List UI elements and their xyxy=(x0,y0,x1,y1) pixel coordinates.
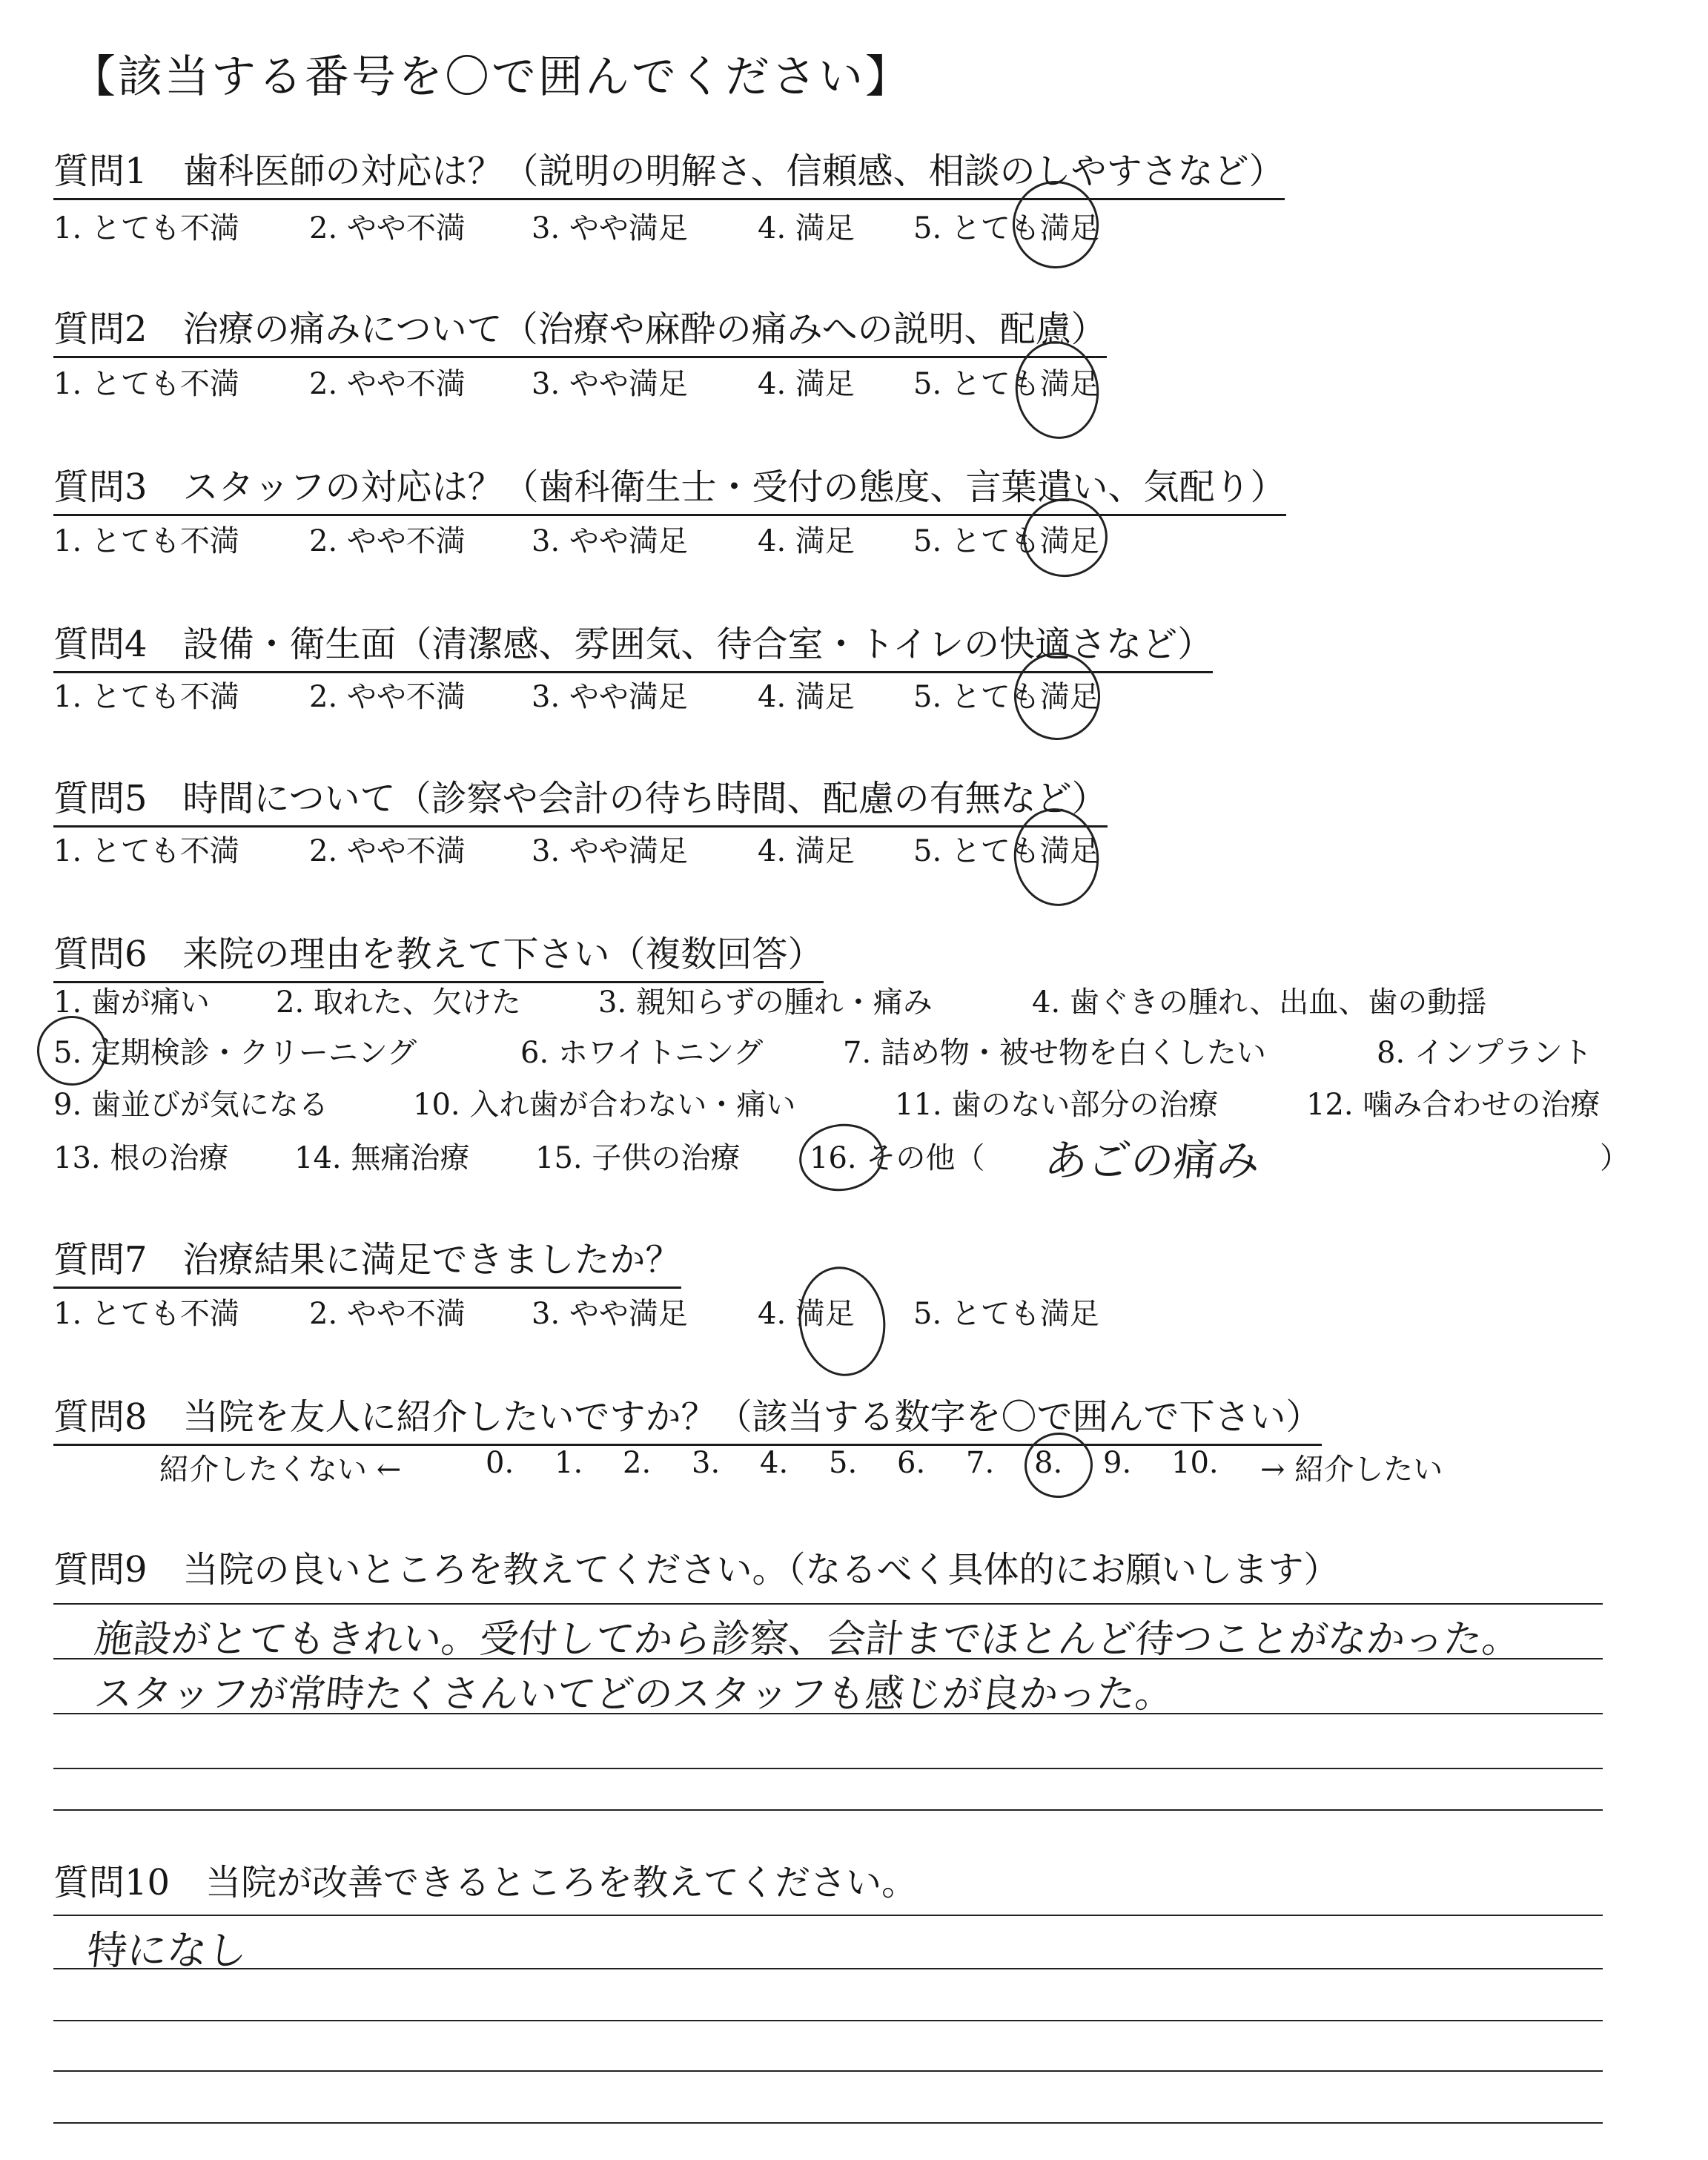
q6-other-close-paren: ） xyxy=(1600,1141,1629,1175)
q4-option-2[interactable]: 2. やや不満 xyxy=(309,680,466,714)
q6-option-15[interactable]: 15. 子供の治療 xyxy=(535,1141,741,1175)
q2-option-2[interactable]: 2. やや不満 xyxy=(309,367,466,401)
q7-option-1[interactable]: 1. とても不満 xyxy=(53,1297,239,1331)
q6-option-7[interactable]: 7. 詰め物・被せ物を白くしたい xyxy=(843,1036,1266,1070)
q3-option-2[interactable]: 2. やや不満 xyxy=(309,524,466,558)
q2-option-3[interactable]: 3. やや満足 xyxy=(532,367,688,401)
q1-option-3[interactable]: 3. やや満足 xyxy=(532,211,688,245)
q6-option-13[interactable]: 13. 根の治療 xyxy=(53,1141,229,1175)
q2-option-5[interactable]: 5. とても満足 xyxy=(913,367,1099,401)
question-10-title: 質問10 当院が改善できるところを教えてください。 xyxy=(53,1862,918,1903)
q6-option-12[interactable]: 12. 噛み合わせの治療 xyxy=(1306,1088,1601,1122)
q7-answer-circle xyxy=(792,1261,892,1382)
q10-answer-line-3 xyxy=(53,2020,1603,2021)
question-6-title: 質問6 来院の理由を教えて下さい（複数回答） xyxy=(53,925,824,983)
q8-number-6[interactable]: 6. xyxy=(897,1446,926,1480)
q5-option-3[interactable]: 3. やや満足 xyxy=(532,834,688,868)
q6-option-6[interactable]: 6. ホワイトニング xyxy=(520,1036,764,1070)
q6-option-11[interactable]: 11. 歯のない部分の治療 xyxy=(895,1088,1219,1122)
q8-number-10[interactable]: 10. xyxy=(1171,1446,1219,1480)
question-1-title: 質問1 歯科医師の対応は？（説明の明解さ、信頼感、相談のしやすさなど） xyxy=(53,142,1285,200)
q5-option-1[interactable]: 1. とても不満 xyxy=(53,834,239,868)
question-8-title: 質問8 当院を友人に紹介したいですか？（該当する数字を〇で囲んで下さい） xyxy=(53,1388,1322,1446)
q8-number-3[interactable]: 3. xyxy=(692,1446,721,1480)
q2-option-1[interactable]: 1. とても不満 xyxy=(53,367,239,401)
q6-option-5[interactable]: 5. 定期検診・クリーニング xyxy=(53,1036,417,1070)
q6-option-14[interactable]: 14. 無痛治療 xyxy=(294,1141,470,1175)
q4-option-4[interactable]: 4. 満足 xyxy=(758,680,855,714)
question-4-title: 質問4 設備・衛生面（清潔感、雰囲気、待合室・トイレの快適さなど） xyxy=(53,615,1213,673)
q3-option-5[interactable]: 5. とても満足 xyxy=(913,524,1099,558)
q8-number-1[interactable]: 1. xyxy=(555,1446,583,1480)
q10-answer-line-5 xyxy=(53,2122,1603,2124)
q3-option-4[interactable]: 4. 満足 xyxy=(758,524,855,558)
q8-number-2[interactable]: 2. xyxy=(623,1446,652,1480)
q3-option-3[interactable]: 3. やや満足 xyxy=(532,524,688,558)
q8-number-5[interactable]: 5. xyxy=(829,1446,858,1480)
q6-answer-circle-16 xyxy=(795,1119,887,1197)
q7-option-4[interactable]: 4. 満足 xyxy=(758,1297,855,1331)
q10-answer-line-4 xyxy=(53,2070,1603,2072)
q6-option-1[interactable]: 1. 歯が痛い xyxy=(53,985,210,1020)
q9-handwritten-line-2[interactable]: スタッフが常時たくさんいてどのスタッフも感じが良かった。 xyxy=(92,1672,1176,1717)
q9-handwritten-line-1[interactable]: 施設がとてもきれい。受付してから診察、会計までほとんど待つことがなかった。 xyxy=(92,1617,1523,1662)
q8-number-9[interactable]: 9. xyxy=(1103,1446,1132,1480)
question-5-title: 質問5 時間について（診察や会計の待ち時間、配慮の有無など） xyxy=(53,770,1108,828)
q8-number-8[interactable]: 8. xyxy=(1034,1446,1063,1480)
q4-option-1[interactable]: 1. とても不満 xyxy=(53,680,239,714)
q6-option-8[interactable]: 8. インプラント xyxy=(1377,1036,1592,1070)
q5-option-5[interactable]: 5. とても満足 xyxy=(913,834,1099,868)
q6-option-2[interactable]: 2. 取れた、欠けた xyxy=(276,985,521,1020)
q1-option-1[interactable]: 1. とても不満 xyxy=(53,211,239,245)
q8-right-label: → 紹介したい xyxy=(1260,1453,1443,1487)
q4-option-3[interactable]: 3. やや満足 xyxy=(532,680,688,714)
q6-option-3[interactable]: 3. 親知らずの腫れ・痛み xyxy=(598,985,933,1020)
q6-option-10[interactable]: 10. 入れ歯が合わない・痛い xyxy=(413,1088,796,1122)
q7-option-3[interactable]: 3. やや満足 xyxy=(532,1297,688,1331)
q6-answer-circle-5 xyxy=(33,1011,111,1090)
q3-option-1[interactable]: 1. とても不満 xyxy=(53,524,239,558)
form-title: 【該当する番号を〇で囲んでください】 xyxy=(71,51,912,103)
q10-handwritten-line-1[interactable]: 特になし xyxy=(85,1927,250,1974)
q10-answer-line-1 xyxy=(53,1915,1603,1916)
q2-option-4[interactable]: 4. 満足 xyxy=(758,367,855,401)
q5-option-2[interactable]: 2. やや不満 xyxy=(309,834,466,868)
q8-number-7[interactable]: 7. xyxy=(966,1446,995,1480)
q9-answer-line-5 xyxy=(53,1809,1603,1811)
question-2-title: 質問2 治療の痛みについて（治療や麻酔の痛みへの説明、配慮） xyxy=(53,300,1107,358)
q8-left-label: 紹介したくない ← xyxy=(159,1453,402,1487)
q6-option-16[interactable]: 16. その他（ xyxy=(810,1141,985,1175)
question-3-title: 質問3 スタッフの対応は？（歯科衛生士・受付の態度、言葉遣い、気配り） xyxy=(53,458,1286,516)
q8-number-4[interactable]: 4. xyxy=(760,1446,789,1480)
q7-option-2[interactable]: 2. やや不満 xyxy=(309,1297,466,1331)
q9-answer-line-1 xyxy=(53,1603,1603,1605)
q1-option-2[interactable]: 2. やや不満 xyxy=(309,211,466,245)
q9-answer-line-4 xyxy=(53,1768,1603,1769)
q10-answer-line-2 xyxy=(53,1968,1603,1969)
q1-option-4[interactable]: 4. 満足 xyxy=(758,211,855,245)
q6-option-4[interactable]: 4. 歯ぐきの腫れ、出血、歯の動揺 xyxy=(1032,985,1487,1020)
q8-number-0[interactable]: 0. xyxy=(486,1446,514,1480)
q1-option-5[interactable]: 5. とても満足 xyxy=(913,211,1099,245)
q6-option-9[interactable]: 9. 歯並びが気になる xyxy=(53,1088,328,1122)
q6-other-handwritten[interactable]: あごの痛み xyxy=(1042,1135,1263,1186)
q4-option-5[interactable]: 5. とても満足 xyxy=(913,680,1099,714)
question-7-title: 質問7 治療結果に満足できましたか？ xyxy=(53,1231,681,1289)
q7-option-5[interactable]: 5. とても満足 xyxy=(913,1297,1099,1331)
question-9-title: 質問9 当院の良いところを教えてください。（なるべく具体的にお願いします） xyxy=(53,1549,1340,1591)
q5-option-4[interactable]: 4. 満足 xyxy=(758,834,855,868)
